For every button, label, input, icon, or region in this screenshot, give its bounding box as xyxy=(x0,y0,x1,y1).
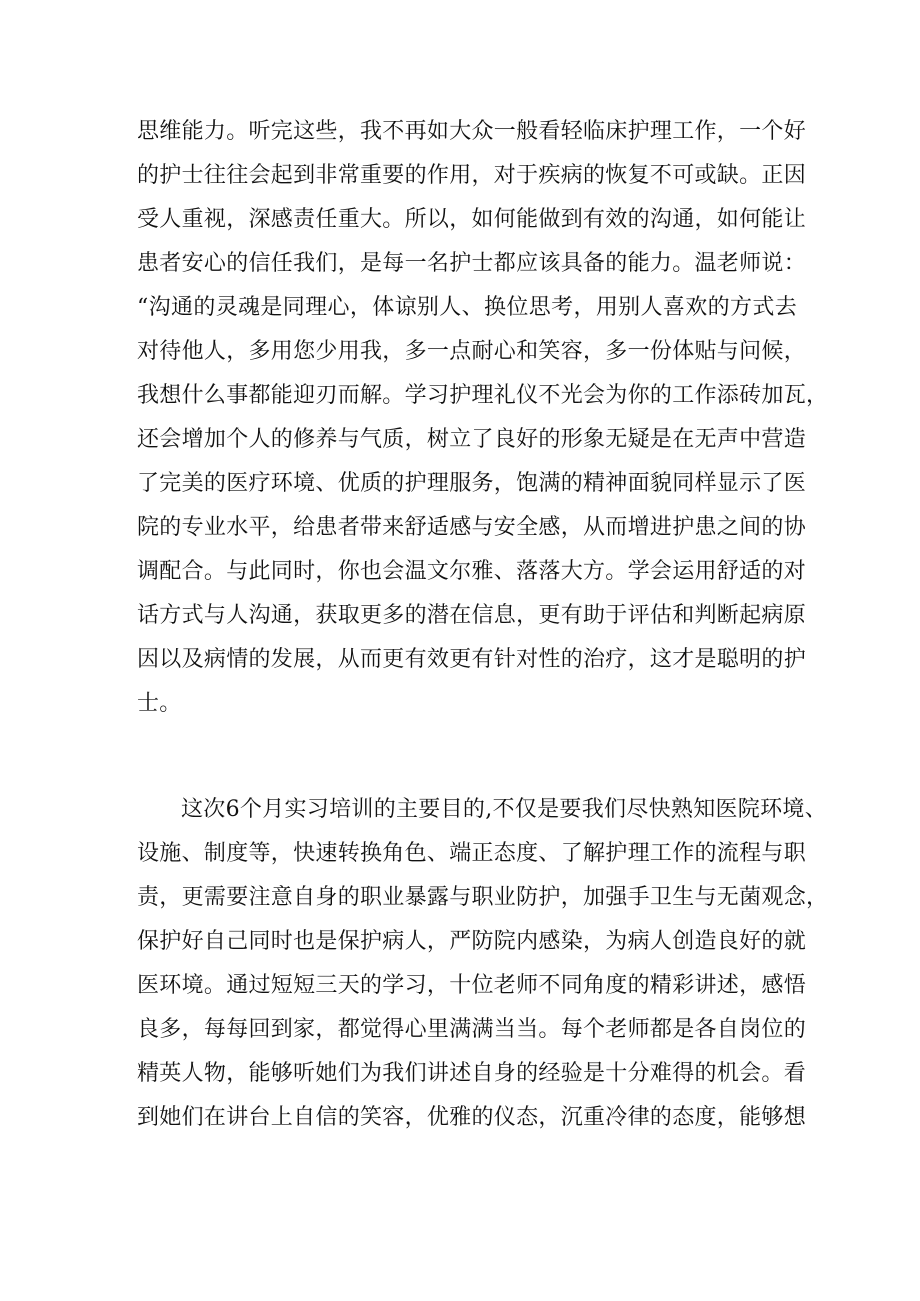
paragraph-2 xyxy=(137,788,829,1140)
paragraph-line: 对待他人，多用您少用我，多一点耐心和笑容，多一份体贴与问候， xyxy=(137,339,807,364)
paragraph-line: 话方式与人沟通，获取更多的潜在信息，更有助于评估和判断起病原 xyxy=(137,603,807,628)
paragraph-line: 还会增加个人的修养与气质，树立了良好的形象无疑是在无声中营造 xyxy=(137,427,807,452)
paragraph-line: 了完美的医疗环境、优质的护理服务，饱满的精神面貌同样显示了医 xyxy=(137,471,807,496)
paragraph-line: “沟通的灵魂是同理心，体谅别人、换位思考，用别人喜欢的方式去 xyxy=(137,295,797,320)
paragraph-line: 患者安心的信任我们，是每一名护士都应该具备的能力。温老师说： xyxy=(137,251,807,276)
paragraph-line: 因以及病情的发展，从而更有效更有针对性的治疗，这才是聪明的护 xyxy=(137,647,807,672)
paragraph-line: 医环境。通过短短三天的学习，十位老师不同角度的精彩讲述，感悟 xyxy=(137,973,807,998)
paragraph-line: 士。 xyxy=(137,691,182,716)
paragraph-line: 到她们在讲台上自信的笑容，优雅的仪态，沉重冷律的态度，能够想 xyxy=(137,1105,807,1130)
paragraph-line: 受人重视，深感责任重大。所以，如何能做到有效的沟通，如何能让 xyxy=(137,207,807,232)
paragraph-line: 的护士往往会起到非常重要的作用，对于疾病的恢复不可或缺。正因 xyxy=(137,163,807,188)
paragraph-line: 思维能力。听完这些，我不再如大众一般看轻临床护理工作，一个好 xyxy=(137,119,807,144)
paragraph-1 xyxy=(137,110,829,726)
paragraph-line: 我想什么事都能迎刃而解。学习护理礼仪不光会为你的工作添砖加瓦， xyxy=(137,383,829,408)
paragraph-line: 精英人物，能够听她们为我们讲述自身的经验是十分难得的机会。看 xyxy=(137,1061,807,1086)
paragraph-line: 责，更需要注意自身的职业暴露与职业防护，加强手卫生与无菌观念， xyxy=(137,885,829,910)
paragraph-line: 保护好自己同时也是保护病人，严防院内感染，为病人创造良好的就 xyxy=(137,929,807,954)
paragraph-line: 良多，每每回到家，都觉得心里满满当当。每个老师都是各自岗位的 xyxy=(137,1017,807,1042)
paragraph-line: 院的专业水平，给患者带来舒适感与安全感，从而增进护患之间的协 xyxy=(137,515,807,540)
paragraph-line: 设施、制度等，快速转换角色、端正态度、了解护理工作的流程与职 xyxy=(137,841,807,866)
paragraph-line: 调配合。与此同时，你也会温文尔雅、落落大方。学会运用舒适的对 xyxy=(137,559,807,584)
paragraph-line: 这次6个月实习培训的主要目的,不仅是要我们尽快熟知医院环境、 xyxy=(181,797,827,822)
